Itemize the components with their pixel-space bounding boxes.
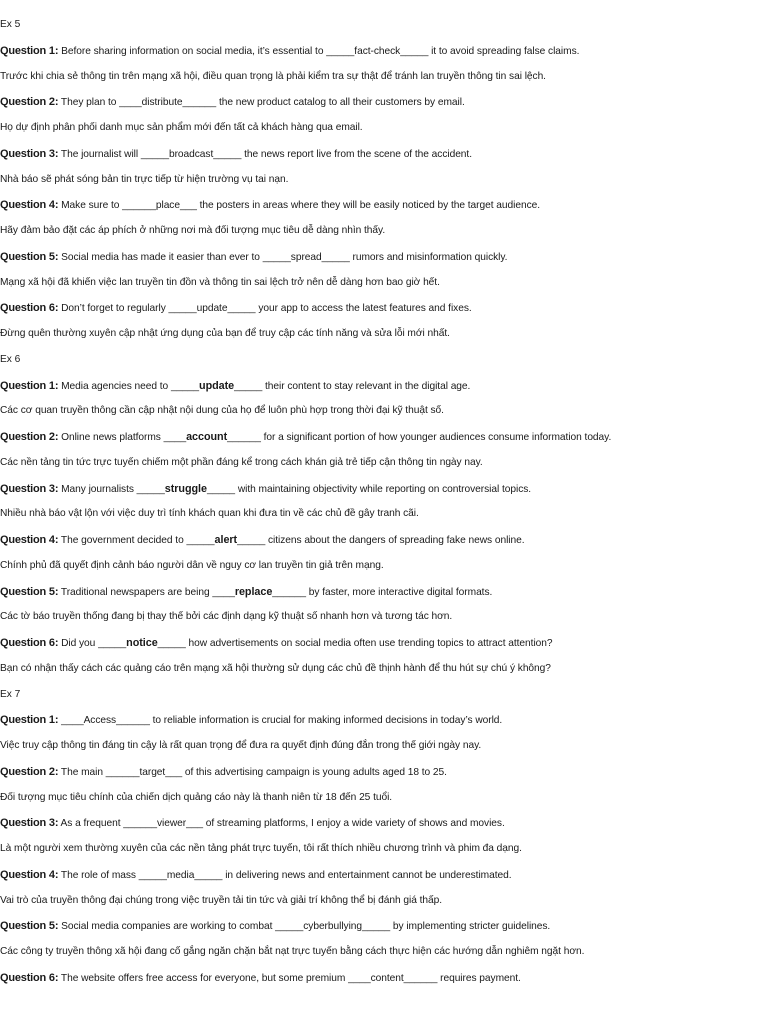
question-answer: account [186,431,228,443]
question-label: Question 6: [0,971,59,984]
translation-line: Hãy đảm bảo đặt các áp phích ở những nơi mà đối tượng mục tiêu dễ dàng nhìn thấy. [0,225,386,236]
question-text-after: ______ by faster, more interactive digital formats. [272,586,493,598]
question-label: Question 5: [0,250,59,263]
question-answer: spread [290,251,322,263]
question-label: Question 1: [0,714,59,727]
question-answer: replace [234,585,273,598]
question-answer: fact-check [354,45,401,57]
translation-line: Vai trò của truyền thông đại chúng trong việc truyền tải tin tức và giải trí không thể bị đánh giá thấp. [0,894,443,906]
translation-line: Trước khi chia sẻ thông tin trên mạng xã hội, điều quan trọng là phải kiểm tra sự thật để tránh lan truyền thông tin sai lệch. [0,70,546,82]
question-text-before: Media agencies need to _____ [58,380,200,392]
question-answer: notice [126,637,158,649]
translation-line: Nhiều nhà báo vật lộn với việc duy trì tính khách quan khi đưa tin về các chủ đề gây tranh cãi. [0,508,419,520]
question-line [0,197,768,223]
question-text-before: As a frequent ______ [58,818,157,830]
question-answer: media [166,869,195,881]
question-text-after: _____ it to avoid spreading false claims. [400,45,580,57]
translation-line: Bạn có nhận thấy cách các quảng cáo trên mạng xã hội thường sử dụng các chủ đề thịnh hành để thu hút sự chú ý không? [0,662,551,674]
question-answer: viewer [156,818,187,830]
question-label: Question 2: [0,96,59,109]
question-text-before: They plan to ____ [58,97,142,109]
question-text-before: The journalist will _____ [58,148,169,160]
question-label: Question 6: [0,637,59,649]
question-text-before: Before sharing information on social media, it’s essential to _____ [58,45,355,57]
question-text-after: _____ rumors and misinformation quickly. [321,251,508,263]
question-line [0,378,768,404]
question-text-after: ______ to reliable information is crucial for making informed decisions in today’s world. [116,715,503,727]
question-label: Question 4: [0,868,59,881]
question-line [0,584,768,610]
question-answer: update [196,303,228,315]
question-answer: content [370,972,404,984]
question-label: Question 1: [0,44,59,57]
question-text-after: _____ with maintaining objectivity while reporting on controversial topics. [206,483,532,495]
translation-line: Các cơ quan truyền thông cần cập nhật nội dung của họ để luôn phù hợp trong thời đại kỹ thuật số. [0,405,444,417]
question-line [0,712,768,738]
question-text-before: Online news platforms ____ [58,432,187,443]
question-label: Question 6: [0,302,59,315]
question-answer: Access [83,715,117,727]
question-label: Question 5: [0,920,59,933]
question-line [0,815,768,841]
translation-line: Chính phủ đã quyết định cảnh báo người dân về nguy cơ lan truyền tin giả trên mạng. [0,559,384,571]
question-text-after: _____ their content to stay relevant in the digital age. [234,380,471,392]
translation-line: Họ dự định phân phối danh mục sản phẩm mới đến tất cả khách hàng qua email. [0,122,363,133]
question-line [0,43,768,69]
question-text-after: ___ the posters in areas where they will be easily noticed by the target audience. [179,200,541,212]
question-label: Question 2: [0,431,59,443]
question-text-after: ___ of this advertising campaign is young adults aged 18 to 25. [165,766,447,778]
question-line [0,970,768,996]
question-text-before: The role of mass _____ [58,869,167,881]
question-text-after: ___ of streaming platforms, I enjoy a wide variety of shows and movies. [186,818,505,830]
translation-line: Các tờ báo truyền thống đang bị thay thế bởi các định dạng kỹ thuật số nhanh hơn và tương tác hơn. [0,611,453,623]
question-text-after: _____ citizens about the dangers of spreading fake news online. [237,535,525,546]
question-label: Question 3: [0,817,59,830]
translation-line: Nhà báo sẽ phát sóng bản tin trực tiếp từ hiện trường vụ tai nạn. [0,173,289,185]
question-answer: place [155,200,180,212]
question-line [0,918,768,944]
question-line [0,764,768,790]
question-text-after: ______ requires payment. [403,972,521,984]
question-text-before: Did you _____ [58,638,127,649]
question-text-after: _____ your app to access the latest features and fixes. [227,303,472,315]
question-text-before: Social media companies are working to combat _____ [58,921,304,933]
question-label: Question 5: [0,585,59,598]
exercise-heading: Ex 5 [0,19,21,30]
question-text-after: _____ in delivering news and entertainment cannot be underestimated. [194,869,512,881]
question-answer: cyberbullying [303,921,363,933]
translation-line: Việc truy cập thông tin đáng tin cậy là rất quan trọng để đưa ra quyết định đúng đắn trong thế giới ngày nay. [0,740,482,751]
question-text-before: The main ______ [58,766,140,778]
question-line [0,429,768,455]
question-answer: target [139,766,166,778]
translation-line: Các công ty truyền thông xã hội đang cố gắng ngăn chặn bắt nạt trực tuyến bằng cách thực hiện các hướng dẫn nghiêm ngặt hơn. [0,946,585,957]
question-text-before: The website offers free access for everyone, but some premium ____ [58,972,371,984]
question-answer: alert [214,534,238,546]
question-text-after: _____ how advertisements on social media often use trending topics to attract attention? [157,638,553,649]
question-label: Question 3: [0,482,59,495]
translation-line: Các nền tảng tin tức trực tuyến chiếm một phần đáng kể trong cách khán giả trẻ tiếp cận thông tin ngày nay. [0,456,483,468]
question-answer: distribute [141,97,183,109]
question-label: Question 1: [0,379,59,392]
question-answer: update [199,379,235,392]
exercise-heading: Ex 6 [0,353,21,365]
question-line [0,532,768,558]
exercise-heading: Ex 7 [0,688,21,700]
question-text-after: ______ the new product catalog to all their customers by email. [182,97,465,109]
question-text-after: _____ by implementing stricter guidelines. [362,921,551,933]
question-line [0,867,768,893]
question-text-before: Traditional newspapers are being ____ [58,586,235,598]
question-label: Question 4: [0,199,59,212]
question-text-before: The government decided to _____ [58,535,215,546]
question-line [0,635,768,661]
question-text-before: ____ [58,715,84,727]
question-label: Question 3: [0,147,59,160]
question-line [0,249,768,275]
translation-line: Mạng xã hội đã khiến việc lan truyền tin đồn và thông tin sai lệch trở nên dễ dàng hơn bao giờ hết. [0,276,440,288]
question-line [0,300,768,326]
question-label: Question 4: [0,534,59,546]
question-answer: struggle [164,482,207,495]
question-line [0,146,768,172]
question-text-before: Social media has made it easier than ever to _____ [58,251,291,263]
translation-line: Là một người xem thường xuyên của các nền tảng phát trực tuyến, tôi rất thích nhiều chương trình và phim đa dạng. [0,843,522,854]
question-text-before: Make sure to ______ [58,200,156,212]
question-line [0,481,768,507]
question-answer: broadcast [168,148,214,160]
question-text-before: Don’t forget to regularly _____ [58,303,197,315]
question-text-after: ______ for a significant portion of how younger audiences consume information today. [227,432,612,443]
question-label: Question 2: [0,765,59,778]
question-line [0,94,768,120]
question-text-after: _____ the news report live from the scene of the accident. [213,148,472,160]
translation-line: Đối tượng mục tiêu chính của chiến dịch quảng cáo này là thanh niên từ 18 đến 25 tuổi. [0,791,393,803]
translation-line: Đừng quên thường xuyên cập nhật ứng dụng của bạn để truy cập các tính năng và sửa lỗi mới nhất. [0,328,450,339]
question-text-before: Many journalists _____ [58,483,165,495]
